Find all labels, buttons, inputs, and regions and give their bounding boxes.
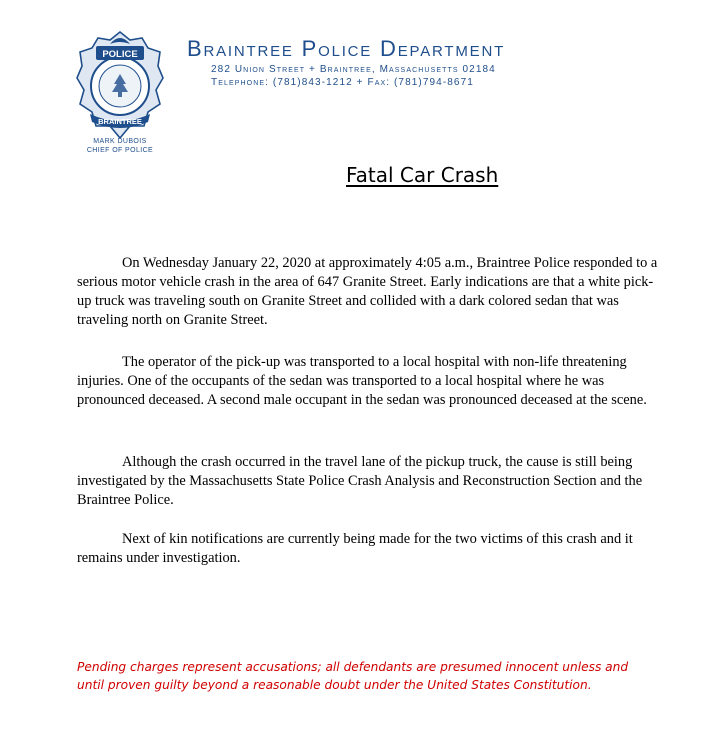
department-phone: Telephone: (781)843-1212 + Fax: (781)794-8671 [211, 77, 474, 88]
paragraph-1: On Wednesday January 22, 2020 at approximately 4:05 a.m., Braintree Police responded to a serious motor vehicle crash in the area of 647 Granite Street. Early indications are that a white pick-up truck was traveling south on Granite Street and collided with a dark colored sedan that was traveling north on Granite Street. [77, 255, 658, 328]
badge-top-text: POLICE [102, 49, 138, 60]
department-address: 282 Union Street + Braintree, Massachusetts 02184 [211, 64, 496, 75]
paragraph-3: Although the crash occurred in the travel lane of the pickup truck, the cause is still being investigated by the Massachusetts State Police Crash Analysis and Reconstruction Section and the Braintree Police. [77, 454, 643, 508]
page-title: Fatal Car Crash [346, 163, 499, 187]
paragraph-2: The operator of the pick-up was transported to a local hospital with non-life threatening injuries. One of the occupants of the sedan was transported to a local hospital where he was pronounced deceased. A second male occupant in the sedan was pronounced deceased at the scene. [77, 354, 647, 408]
police-badge-icon [76, 30, 164, 140]
chief-title: CHIEF OF POLICE [86, 147, 154, 154]
badge-bottom-text: BRAINTREE [98, 117, 142, 126]
paragraph-4: Next of kin notifications are currently being made for the two victims of this crash and it remains under investigation. [77, 531, 633, 566]
chief-block [78, 137, 162, 155]
department-name: Braintree Police Department [187, 36, 506, 61]
chief-name: MARK DUBOIS [93, 138, 147, 145]
legal-disclaimer: Pending charges represent accusations; all defendants are presumed innocent unless and until proven guilty beyond a reasonable doubt under the United States Constitution. [77, 660, 629, 692]
